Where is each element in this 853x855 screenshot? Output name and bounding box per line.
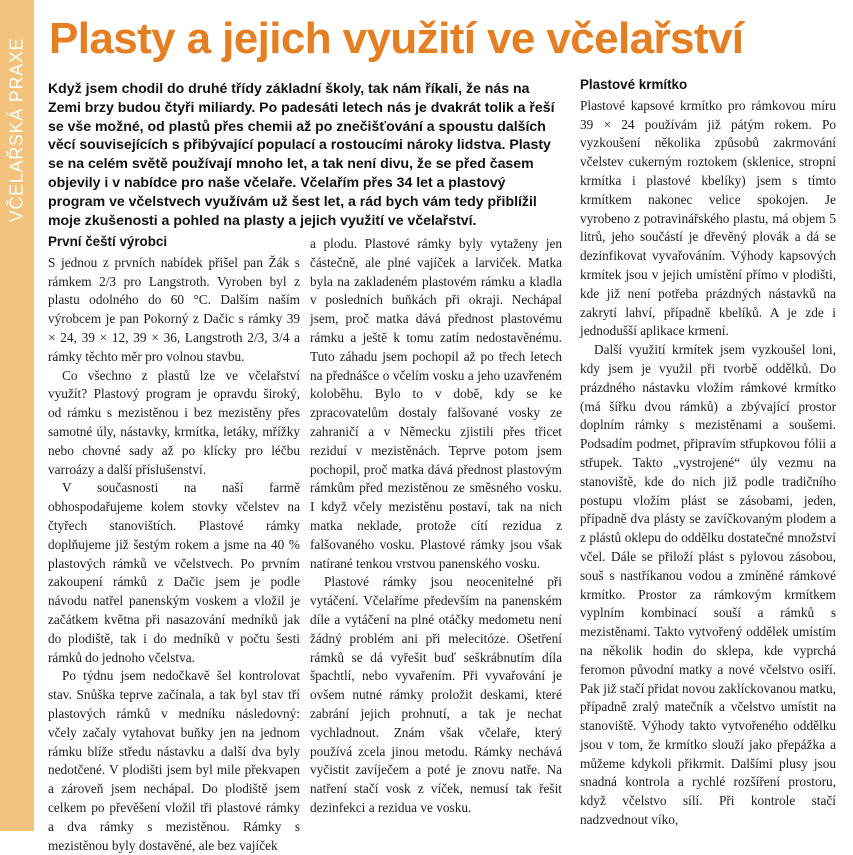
- paragraph: Po týdnu jsem nedočkavě šel kontrolovat stav. Snůška teprve začínala, a tak byl stav tří plastových rámků v medníku následovný: včely začaly vytahovat buňky jen na jednom rámku blíže středu nástavku a další dva byly nedotčené. V plodišti jsem byl mile překvapen a zároveň jsem nechápal. Do plodiště jsem celkem po převěšení vložil tři plastové rámky a dva rámky s mezistěnou. Rámky s mezistěnou byly dostavěné, ale bez vajíček: [48, 668, 300, 853]
- section-heading-plastic-feeder: Plastové krmítko: [580, 77, 688, 92]
- paragraph: Plastové kapsové krmítko pro rámkovou míru 39 × 24 používám již pátým rokem. Po vyzkoušení několika způsobů zakrmování včelstev cukerným roztokem (sklenice, stropní krmítka i plastové kbelíky) jsem s tímto krmítkem nakonec velice spokojen. Je vyrobeno z potravinářského plastu, má objem 5 litrů, jeho součástí je dřevěný plovák a dá se dezinfikovat vyvařováním. Výhody kapsových krmítek jsou v jejich umístění přímo v plodišti, kde již není potřeba prázdných nástavků na zakrytí lahví, případně kbelíků. A je zde i jednodušší aplikace krmení.: [580, 97, 836, 339]
- column-1: [48, 233, 300, 855]
- article-title: Plasty a jejich využití ve včelařství: [49, 14, 744, 63]
- paragraph: S jednou z prvních nabídek přišel pan Žák s rámkem 2/3 pro Langstroth. Vyroben byl z plastu odolného do 60 °C. Dalším naším výrobcem je pan Pokorný z Dačic s rámky 39 × 24, 39 × 12, 39 × 36, Langstroth 2/3, 3/4 a rámky těchto měr pro volnou stavbu.: [48, 254, 300, 364]
- section-heading-first-czech-manufacturers: První čeští výrobci: [48, 234, 168, 249]
- column-2: [310, 235, 562, 818]
- paragraph: Co všechno z plastů lze ve včelařství využít? Plastový program je opravdu široký, od rámku s mezistěnou i bez mezistěny přes samotné úly, nástavky, krmítka, letáky, mřížky nebo chovné sady až po klícky pro léčbu varroázy a další příslušenství.: [48, 367, 300, 477]
- section-side-strip: [0, 0, 34, 831]
- paragraph: Plastové rámky jsou neocenitelné při vytáčení. Včelaříme především na panenském díle a vytáčení na plné otáčky medometu není žádný problém ani při melecitóze. Ošetření rámků se dá vyřešit buď seškrábnutím díla špachtlí, nebo vyvařením. Při vyvařování je ovšem nutné rámky proložit deskami, které zabrání jejich prohnutí, a tak je nechat vychladnout. Znám však včelaře, který používá zcela jinou metodu. Rámky nechává vyčistit zavíječem a poté je znovu natře. Na natření stačí vosk z víček, nemusí tak řešit dezinfekci a rezidua ve vosku.: [310, 574, 562, 815]
- article-lead: Když jsem chodil do druhé třídy základní školy, tak nám říkali, že nás na Zemi brzy budou čtyři miliardy. Po padesáti letech nás je dvakrát tolik a řeší se vše možné, od plastů přes chemii až po znečišťování a spoustu dalších věcí souvisejících s přibývající populací a rostoucími nároky lidstva. Plasty se na celém světě používají mnoho let, a tak není divu, že se před časem objevily i v nabídce pro naše včelaře. Včelařím přes 34 let a plastový program ve včelstvech využívám už šest let, a rád bych vám tedy přiblížil moje zkušenosti a pohled na plasty a jejich využití ve včelařství.: [48, 80, 555, 228]
- paragraph: a plodu. Plastové rámky byly vytaženy jen částečně, ale plné vajíček a larviček. Matka byla na zakladeném plastovém rámku a kladla v posledních buňkách při okraji. Nechápal jsem, proč matka dává přednost plastovému rámku a ještě k tomu zatím nedostavěnému. Tuto záhadu jsem pochopil až po třech letech na přednášce o včelím vosku a jeho uzavřeném koloběhu. Bylo to v době, kdy se ke zpracovatelům dostaly falšované vosky ze zahraničí a v Německu zjistili přes třicet reziduí v mezistěnách. Teprve potom jsem pochopil, proč matka dává přednost plastovým rámkům před mezistěnou ze směsného vosku. I když včely mezistěnu postaví, tak na nich matka neklade, protože cítí rezidua z falšovaného vosku. Plastové rámky jsou však natírané tenkou vrstvou panenského vosku.: [310, 236, 562, 571]
- paragraph: Další využití krmítek jsem vyzkoušel loni, kdy jsem je využil při tvorbě oddělků. Do prázdného nástavku vložím rámkové krmítko (má šířku dvou rámků) a zbývající prostor doplním rámky s mezistěnami a soušemi. Podsadím podmet, připravím střupkovou fólii a střupek. Takto „vystrojené“ úly vezmu na stanoviště, kde do nich již podle tradičního postupu vložím plást se zásobami, jeden, případně dva plásty se zavíčkovaným plodem a z plástů oklepu do oddělku dostatečné množství včel. Dále se přiloží plást s pylovou zásobou, souš s nastříkanou vodou a zmíněné rámkové krmítko. Prostor za rámkovým krmítkem vyplním kombinací souší a rámků s mezistěnami. Takto vytvořený oddělek umístím na několik hodin do sklepa, kde vyprchá feromon původní matky a nové včelstvo osiří. Pak již stačí přidat novou zaklíckovanou matku, případně zralý matečník a včelstvo umístit na stanoviště. Výhody takto vytvořeného oddělku jsou v tom, že krmítko slouží jako přepážka a můžeme kdykoli přikrmit. Dalšími plusy jsou snadná kontrola a rychlé rozšíření prostoru, když včelstvo sílí. Při kontrole stačí nadzvednout víko,: [580, 342, 836, 828]
- section-label: VČELAŘSKÁ PRAXE: [6, 37, 27, 223]
- column-3: [580, 76, 836, 830]
- paragraph: V současnosti na naší farmě obhospodařujeme kolem stovky včelstev na čtyřech stanovištích. Plastové rámky doplňujeme již šestým rokem a jsme na 40 % plastových rámků ve včelstvech. Po prvním zakoupení rámků z Dačic jsem je podle návodu natřel panenským voskem a vložil je začátkem května při nasazování medníků jak do plodiště, tak i do medníků v počtu šesti rámků do jednoho včelstva.: [48, 480, 300, 665]
